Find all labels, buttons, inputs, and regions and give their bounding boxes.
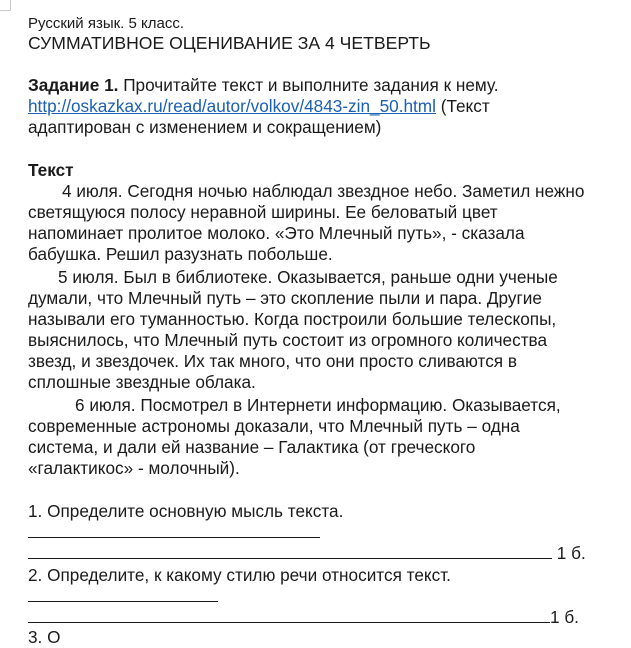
question-1-score: 1 б. (552, 543, 586, 563)
subject-line: Русский язык. 5 класс. (28, 15, 185, 32)
source-note-end: адаптирован с изменением и сокращением) (28, 117, 382, 137)
answer-underline (28, 543, 552, 559)
question-1-answer-line-1[interactable] (28, 522, 320, 543)
task1-label: Задание 1. (28, 75, 119, 95)
text-heading: Текст (28, 160, 74, 180)
task1-heading (28, 75, 499, 96)
question-1-answer-line-2[interactable] (28, 543, 586, 564)
source-note-start: (Текст (435, 96, 490, 116)
text-line: думали, что Млечный путь – это скопление пыли и пара. Другие (28, 288, 542, 308)
text-line: 5 июля. Был в библиотеке. Оказывается, раньше одни ученые (58, 267, 558, 287)
text-line: светящуюся полосу неравной ширины. Ее беловатый цвет (28, 202, 498, 222)
document-title: СУММАТИВНОЕ ОЦЕНИВАНИЕ ЗА 4 ЧЕТВЕРТЬ (28, 33, 431, 53)
question-1-text: 1. Определите основную мысль текста. (28, 501, 344, 521)
text-line: называли его туманностью. Когда построили большие телескопы, (28, 309, 557, 329)
source-link[interactable]: http://oskazkax.ru/read/autor/volkov/4843-zin_50.html (28, 96, 436, 116)
answer-underline (28, 607, 550, 623)
answer-underline (28, 522, 320, 538)
task1-source-line (28, 96, 490, 117)
text-line: напоминает пролитое молоко. «Это Млечный путь», - сказала (28, 223, 525, 243)
text-line: бабушка. Решил разузнать побольше. (28, 244, 333, 264)
page-corner-mark (0, 0, 11, 11)
text-line: звезд, и звездочек. Их так много, что они просто сливаются в (28, 351, 518, 371)
answer-underline (28, 586, 218, 602)
task1-instruction: Прочитайте текст и выполните задания к нему. (118, 75, 499, 95)
text-line: сплошные звездные облака. (28, 372, 256, 392)
text-line: выяснилось, что Млечный путь состоит из огромного количества (28, 330, 548, 350)
text-line: система, и дали ей название – Галактика (от греческого (28, 437, 476, 457)
question-2-text: 2. Определите, к какому стилю речи относится текст. (28, 565, 451, 585)
text-line: 4 июля. Сегодня ночью наблюдал звездное небо. Заметил нежно (62, 181, 585, 201)
text-line: «галактикос» - молочный). (28, 458, 240, 478)
question-2-answer-line-2[interactable] (28, 607, 579, 628)
question-2-score: 1 б. (550, 607, 579, 627)
text-line: 6 июля. Посмотрел в Интернети информацию. Оказывается, (75, 395, 561, 415)
question-2-answer-line-1[interactable] (28, 586, 218, 607)
cutoff-question-line: 3. О (28, 627, 61, 647)
text-line: современные астрономы доказали, что Млечный путь – одна (28, 416, 520, 436)
